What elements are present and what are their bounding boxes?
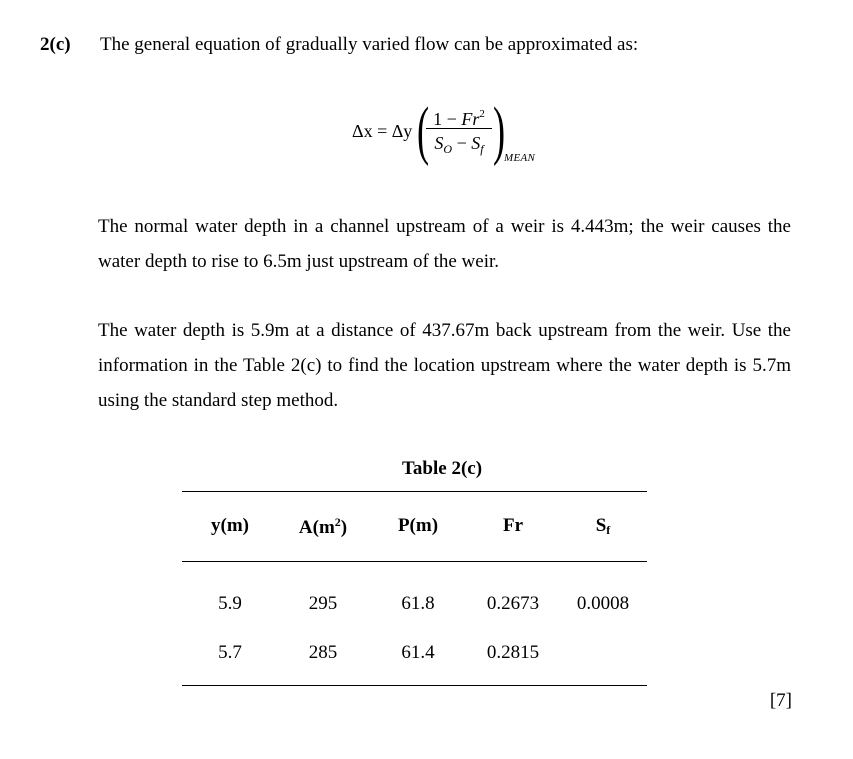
right-paren: ) [492,94,506,167]
header-fr: Fr [502,515,524,536]
denominator-s-sub: O [443,142,453,156]
table-cell-p: 61.8 [401,593,435,614]
header-y: y(m) [211,515,249,536]
header-a-close: ) [340,517,348,538]
table-cell-sf: 0.0008 [576,593,630,614]
equation-mean-subscript: MEAN [504,152,536,164]
gvf-equation [352,96,552,176]
table-caption: Table 2(c) [402,458,483,479]
header-sf [558,515,648,538]
equation-lhs: Δx = Δy [352,121,413,141]
numerator-power: 2 [479,108,485,120]
header-a-base: A(m [298,517,335,538]
equation-denominator [424,129,494,157]
header-sf-base: S [595,515,607,536]
table-top-rule [182,491,647,492]
denominator-minus: − [452,133,472,153]
table-cell-y: 5.9 [218,593,242,614]
numerator-fr: Fr [461,109,480,129]
table-bottom-rule [182,685,647,686]
equation-fraction [424,100,494,157]
denominator-sf: S [471,133,481,153]
table-cell-a: 295 [308,593,338,614]
table-cell-p: 61.4 [401,642,435,663]
header-sf-sub: f [606,523,611,537]
paragraph-1: The normal water depth in a channel upstream of a weir is 4.443m; the weir causes the water depth to rise to 6.5m just upstream of the weir. [98,216,791,272]
table-cell-a: 285 [308,642,338,663]
marks-label: [7] [769,690,792,711]
paragraph-2: The water depth is 5.9m at a distance of 437.67m back upstream from the weir. Use the information in the Table 2(c) to find the location upstream where the water depth is 5.7m using the standard step method. [98,320,791,411]
header-a-power: 2 [334,515,341,529]
left-paren: ( [416,94,430,167]
equation-numerator [424,100,494,128]
numerator-one: 1 − [433,109,457,129]
header-p: P(m) [397,515,439,536]
table-cell-fr: 0.2673 [486,593,540,614]
table-header-rule [182,561,647,562]
denominator-s: S [434,133,444,153]
table-cell-fr: 0.2815 [486,642,540,663]
header-a [278,515,368,539]
table-cell-y: 5.7 [218,642,242,663]
question-number: 2(c) [40,34,71,55]
denominator-sf-sub: f [480,142,484,156]
question-intro: The general equation of gradually varied flow can be approximated as: [100,34,639,55]
